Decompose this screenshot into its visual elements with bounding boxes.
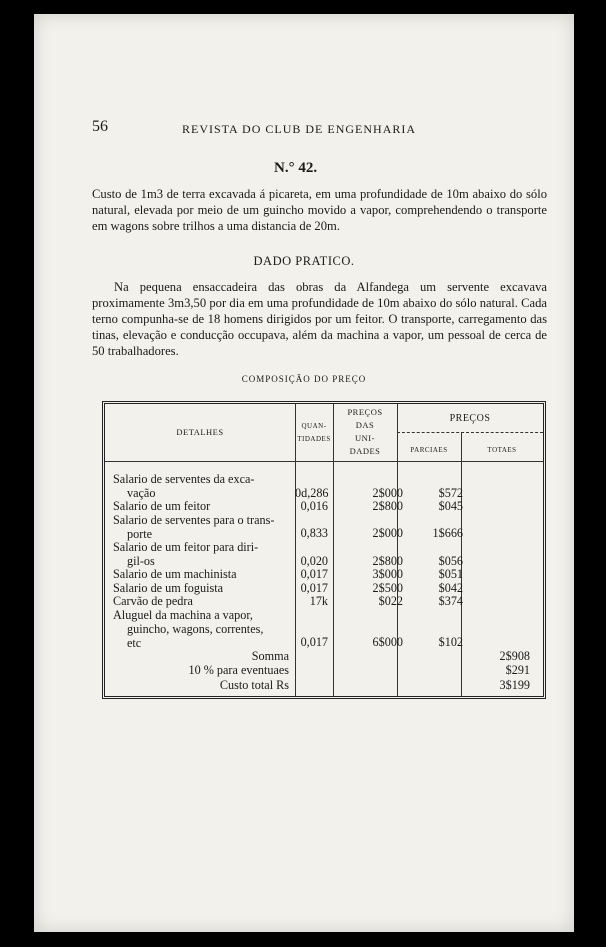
summary-total: $291 <box>505 663 530 678</box>
summary-row <box>105 663 543 677</box>
row-partial: $102 <box>438 635 463 650</box>
row-partial: $374 <box>438 594 463 609</box>
page-number: 56 <box>92 118 108 135</box>
table-row <box>105 608 543 649</box>
row-description: Aluguel da machina a vapor, guincho, wagons, correntes, etc <box>113 608 264 650</box>
row-partial: $051 <box>438 567 463 582</box>
row-quantity: 0,017 <box>300 635 328 650</box>
row-description: Salario de serventes da exca- vação <box>113 472 255 500</box>
row-unit-price: 2$800 <box>372 553 403 568</box>
row-partial: $056 <box>438 553 463 568</box>
table-caption: COMPOSIÇÃO DO PREÇO <box>241 374 367 384</box>
row-unit-price: 6$000 <box>372 635 403 650</box>
row-partial: $045 <box>438 499 463 514</box>
subheading: DADO PRATICO. <box>253 254 355 268</box>
header-parciaes: PARCIAES <box>410 446 448 454</box>
header-precos-unidades: PREÇOS DAS UNI- DADES <box>347 407 383 456</box>
header-detalhes: DETALHES <box>176 427 224 437</box>
summary-label: Somma <box>251 648 289 663</box>
table-row <box>105 472 543 499</box>
header-totaes: TOTAES <box>487 446 517 454</box>
row-unit-price: 2$800 <box>372 499 403 514</box>
table-row <box>105 567 543 581</box>
row-quantity: 0d,286 <box>295 485 329 500</box>
header-quantidades: QUAN- TIDADES <box>297 422 331 443</box>
intro-text: Custo de 1m3 de terra excavada á picareta, em uma profundidade de 10m abaixo do sólo natural, elevada por meio de um guincho movido a vapor, comprehendendo o transporte em wagons sobre trilhos a uma distancia de 20m. <box>92 187 547 233</box>
row-partial: 1$666 <box>432 526 463 541</box>
body-paragraph: Na pequena ensaccadeira das obras da Alfandega um servente excavava proximamente 3m3,50 por dia em uma profundidade de 10m abaixo do sólo natural. Cada terno compunha-se de 18 homens dirigidos por um feitor. O transporte, carregamento das tinas, elevação e conducção occupava, além da machina a vapor, um pessoal de cerca de 50 trabalhadores. <box>92 280 547 358</box>
row-partial: $042 <box>438 580 463 595</box>
row-description: Salario de um feitor <box>113 499 211 514</box>
row-unit-price: 2$000 <box>372 526 403 541</box>
item-number: N.° 42. <box>274 160 318 176</box>
price-table <box>102 401 546 699</box>
row-quantity: 0,020 <box>300 553 328 568</box>
table-row <box>105 594 543 608</box>
row-unit-price: 2$000 <box>372 485 403 500</box>
row-description: Salario de serventes para o trans- porte <box>113 512 275 541</box>
running-title: REVISTA DO CLUB DE ENGENHARIA <box>182 122 417 136</box>
row-description: Salario de um foguista <box>113 580 224 595</box>
row-quantity: 17k <box>309 594 328 609</box>
summary-label: Custo total Rs <box>219 677 289 692</box>
summary-row <box>105 678 543 692</box>
table-row <box>105 499 543 513</box>
table-row <box>105 513 543 540</box>
row-quantity: 0,016 <box>300 499 328 514</box>
summary-row <box>105 649 543 663</box>
table-row <box>105 581 543 595</box>
row-description: Salario de um feitor para diri- gil-os <box>113 540 259 568</box>
header-precos: PREÇOS <box>449 413 491 424</box>
row-description: Salario de um machinista <box>113 567 237 582</box>
row-quantity: 0,833 <box>300 526 328 541</box>
row-unit-price: 2$500 <box>372 580 403 595</box>
summary-total: 3$199 <box>499 677 530 692</box>
row-unit-price: $022 <box>378 594 403 609</box>
table-row <box>105 540 543 567</box>
summary-label: 10 % para eventuaes <box>188 663 289 678</box>
row-unit-price: 3$000 <box>372 567 403 582</box>
row-description: Carvão de pedra <box>113 594 193 609</box>
page <box>34 14 574 932</box>
row-partial: $572 <box>438 485 463 500</box>
row-quantity: 0,017 <box>300 580 328 595</box>
row-quantity: 0,017 <box>300 567 328 582</box>
summary-total: 2$908 <box>499 648 530 663</box>
